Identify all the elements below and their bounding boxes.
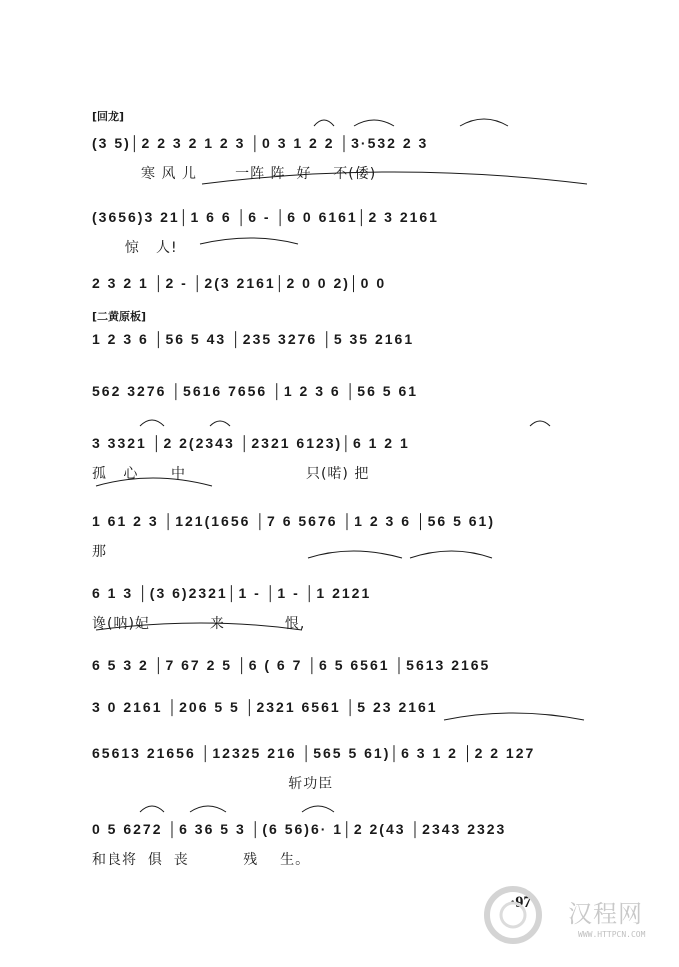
lyrics-line: 寒 风 儿 一阵 阵 好 不(倭) xyxy=(92,166,377,182)
lyrics-line: 和良将 俱 丧 残 生。 xyxy=(92,852,311,868)
section-label-huilong: [回龙] xyxy=(92,110,125,123)
notation-line: 562 3276 │5616 7656 │1 2 3 6 │56 5 61 xyxy=(92,383,419,399)
lyrics-line: 孤 心 中 只(喏) 把 xyxy=(92,466,370,482)
notation-line: 3 3321 │2 2(2343 │2321 6123)│6 1 2 1 xyxy=(92,435,410,451)
lyrics-line xyxy=(92,304,612,324)
notation-line: 2 3 2 1 │2 - │2(3 2161│2 0 0 2)│0 0 xyxy=(92,275,387,291)
lyrics-line: 惊 人! xyxy=(92,240,178,256)
notation-line: 6 5 3 2 │7 67 2 5 │6 ( 6 7 │6 5 6561 │5613 2165 xyxy=(92,657,491,673)
section-label-erhuang-yuanban: [二黄原板] xyxy=(92,310,147,323)
watermark-brush-icon xyxy=(478,880,548,950)
lyrics-line: 斩功臣 xyxy=(92,776,334,792)
notation-line: 1 61 2 3 │121(1656 │7 6 5676 │1 2 3 6 │56 5 61) xyxy=(92,513,496,529)
notation-line: 65613 21656 │12325 216 │565 5 61)│6 3 1 2 │2 2 127 xyxy=(92,745,536,761)
notation-line: (3656)3 21│1 6 6 │6 - │6 0 6161│2 3 2161 xyxy=(92,209,439,225)
page-number: ·97· xyxy=(510,894,537,911)
notation-line: 3 0 2161 │206 5 5 │2321 6561 │5 23 2161 xyxy=(92,699,438,715)
watermark-url: WWW.HTTPCN.COM xyxy=(578,930,646,939)
watermark-text: 汉程网 xyxy=(568,900,643,928)
lyrics-line: 谗(呐)妃 来 恨, xyxy=(92,616,306,632)
lyrics-line xyxy=(92,360,612,380)
notation-line: (3 5)│2 2 3 2 1 2 3 │0 3 1 2 2 │3·532 2 3 xyxy=(92,135,429,151)
lyrics-line: 那 xyxy=(92,544,107,560)
notation-line: 6 1 3 │(3 6)2321│1 - │1 - │1 2121 xyxy=(92,585,372,601)
notation-line: 1 2 3 6 │56 5 43 │235 3276 │5 35 2161 xyxy=(92,331,415,347)
notation-line: 0 5 6272 │6 36 5 3 │(6 56)6· 1│2 2(43 │2343 2323 xyxy=(92,821,507,837)
